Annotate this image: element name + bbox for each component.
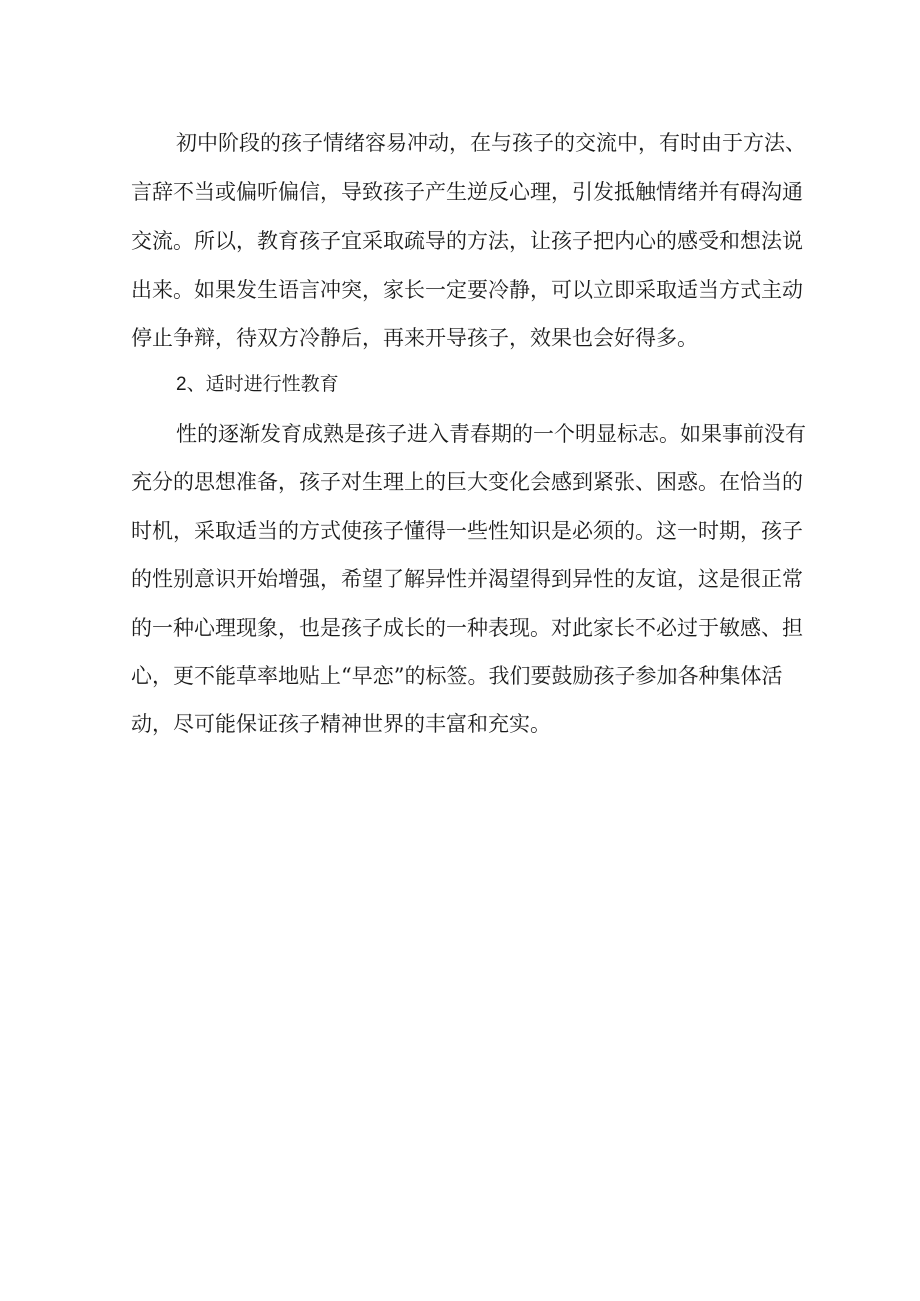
paragraph-line: 充分的思想准备，孩子对生理上的巨大变化会感到紧张、困惑。在恰当的 <box>131 470 803 494</box>
paragraph-line: 交流。所以，教育孩子宜采取疏导的方法，让孩子把内心的感受和想法说 <box>131 229 803 253</box>
section-heading: 2、适时进行性教育 <box>176 374 339 395</box>
paragraph-line: 心，更不能草率地贴上“早恋”的标签。我们要鼓励孩子参加各种集体活 <box>131 664 783 688</box>
paragraph-line: 动，尽可能保证孩子精神世界的丰富和充实。 <box>131 712 551 736</box>
paragraph-line: 停止争辩，待双方冷静后，再来开导孩子，效果也会好得多。 <box>131 326 698 350</box>
paragraph-line: 的一种心理现象，也是孩子成长的一种表现。对此家长不必过于敏感、担 <box>131 616 803 640</box>
paragraph-line: 性的逐渐发育成熟是孩子进入青春期的一个明显标志。如果事前没有 <box>176 422 806 446</box>
paragraph-line: 出来。如果发生语言冲突，家长一定要冷静，可以立即采取适当方式主动 <box>131 278 803 302</box>
paragraph-line: 的性别意识开始增强，希望了解异性并渴望得到异性的友谊，这是很正常 <box>131 567 803 591</box>
paragraph-line: 言辞不当或偏听偏信，导致孩子产生逆反心理，引发抵触情绪并有碍沟通 <box>131 180 803 204</box>
paragraph-line: 时机，采取适当的方式使孩子懂得一些性知识是必须的。这一时期，孩子 <box>131 519 803 543</box>
paragraph-line: 初中阶段的孩子情绪容易冲动，在与孩子的交流中，有时由于方法、 <box>176 131 806 155</box>
